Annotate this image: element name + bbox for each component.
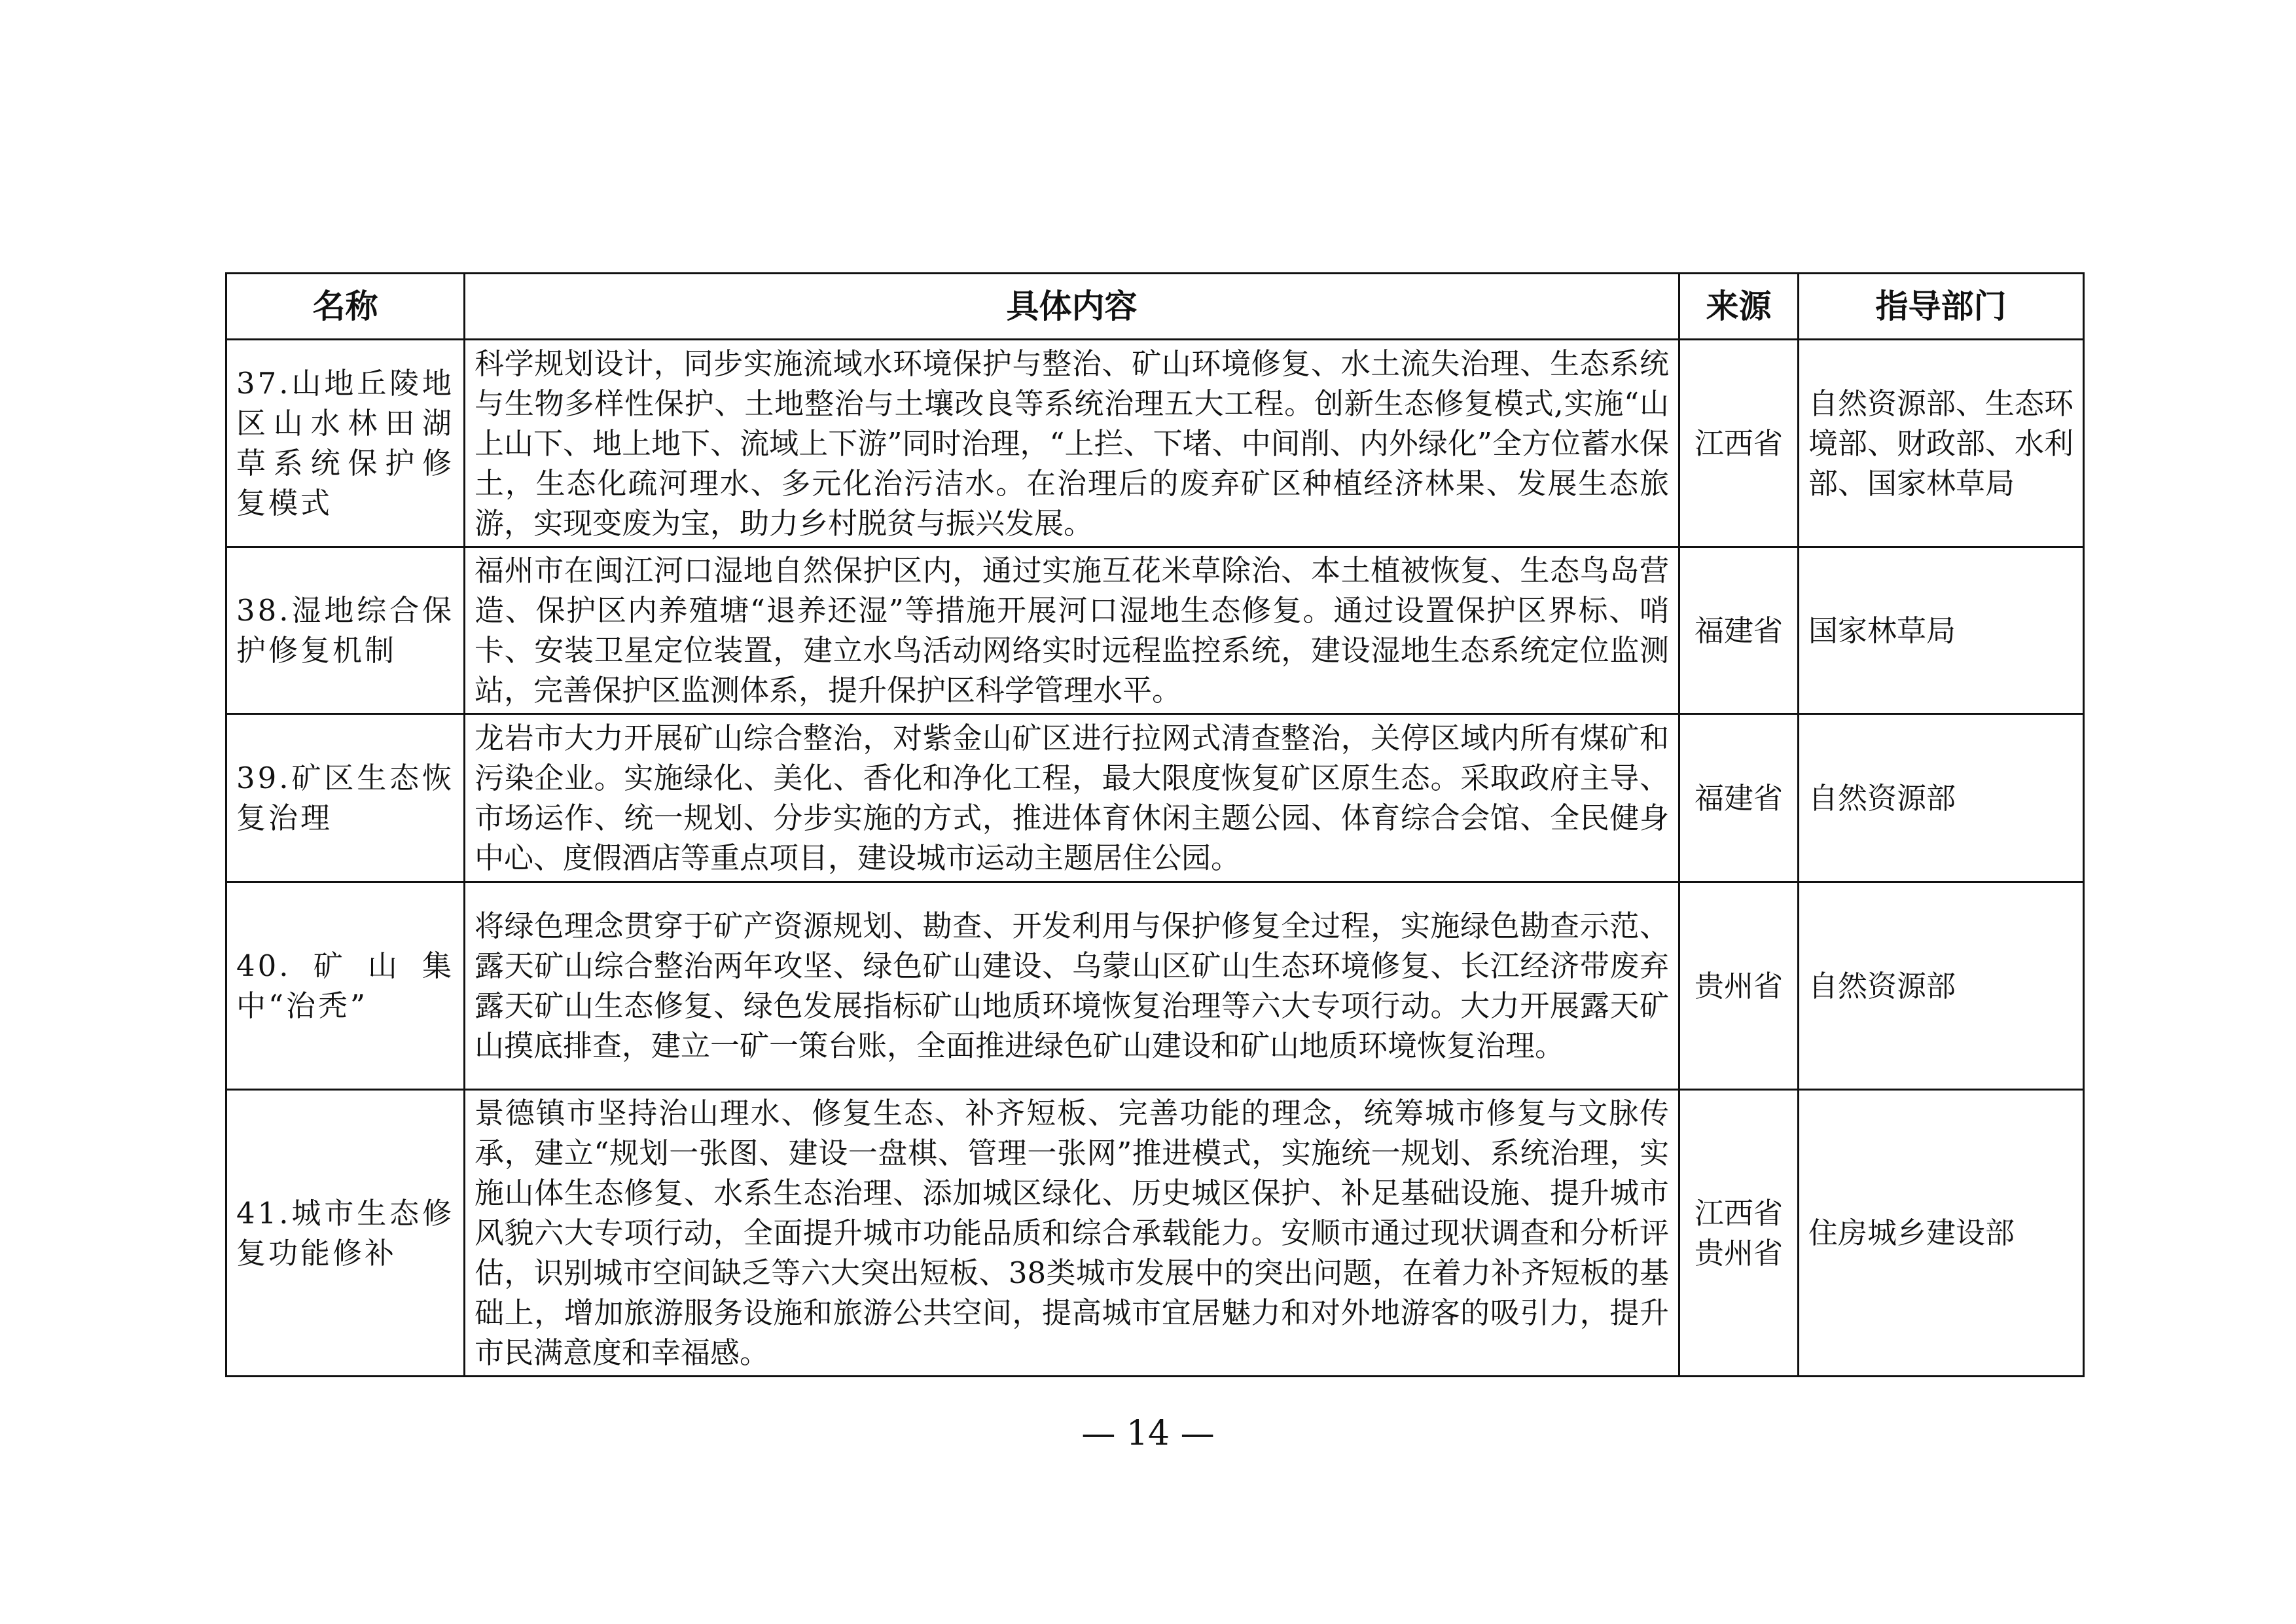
row-source: 江西省 [1679,340,1799,547]
row-dept: 国家林草局 [1799,547,2084,714]
row-content: 龙岩市大力开展矿山综合整治，对紫金山矿区进行拉网式清查整治，关停区域内所有煤矿和污染企业。实施绿化、美化、香化和净化工程，最大限度恢复矿区原生态。采取政府主导、市场运作、统一规划、分步实施的方式，推进体育休闲主题公园、体育综合会馆、全民健身中心、度假酒店等重点项目，建设城市运动主题居住公园。 [465,714,1679,882]
table-row [226,547,2084,714]
header-content: 具体内容 [465,274,1679,340]
row-source: 江西省 贵州省 [1679,1090,1799,1377]
row-name: 40.矿山集中“治秃” [226,882,465,1090]
row-name: 39.矿区生态恢复治理 [226,714,465,882]
row-content: 福州市在闽江河口湿地自然保护区内，通过实施互花米草除治、本土植被恢复、生态鸟岛营造、保护区内养殖塘“退养还湿”等措施开展河口湿地生态修复。通过设置保护区界标、哨卡、安装卫星定位装置，建立水鸟活动网络实时远程监控系统，建设湿地生态系统定位监测站，完善保护区监测体系，提升保护区科学管理水平。 [465,547,1679,714]
header-source: 来源 [1679,274,1799,340]
table-row [226,882,2084,1090]
row-source: 福建省 [1679,714,1799,882]
table-row [226,340,2084,547]
row-dept: 自然资源部 [1799,714,2084,882]
row-content: 将绿色理念贯穿于矿产资源规划、勘查、开发利用与保护修复全过程，实施绿色勘查示范、露天矿山综合整治两年攻坚、绿色矿山建设、乌蒙山区矿山生态环境修复、长江经济带废弃露天矿山生态修复、绿色发展指标矿山地质环境恢复治理等六大专项行动。大力开展露天矿山摸底排查，建立一矿一策台账，全面推进绿色矿山建设和矿山地质环境恢复治理。 [465,882,1679,1090]
row-source: 福建省 [1679,547,1799,714]
row-name: 37.山地丘陵地区山水林田湖草系统保护修复模式 [226,340,465,547]
row-content: 景德镇市坚持治山理水、修复生态、补齐短板、完善功能的理念，统筹城市修复与文脉传承，建立“规划一张图、建设一盘棋、管理一张网”推进模式，实施统一规划、系统治理，实施山体生态修复、水系生态治理、添加城区绿化、历史城区保护、补足基础设施、提升城市风貌六大专项行动，全面提升城市功能品质和综合承载能力。安顺市通过现状调查和分析评估，识别城市空间缺乏等六大突出短板、38类城市发展中的突出问题，在着力补齐短板的基础上，增加旅游服务设施和旅游公共空间，提高城市宜居魅力和对外地游客的吸引力，提升市民满意度和幸福感。 [465,1090,1679,1377]
table-header [226,274,2084,340]
row-content: 科学规划设计，同步实施流域水环境保护与整治、矿山环境修复、水土流失治理、生态系统与生物多样性保护、土地整治与土壤改良等系统治理五大工程。创新生态修复模式,实施“山上山下、地上地下、流域上下游”同时治理，“上拦、下堵、中间削、内外绿化”全方位蓄水保土，生态化疏河理水、多元化治污洁水。在治理后的废弃矿区种植经济林果、发展生态旅游，实现变废为宝，助力乡村脱贫与振兴发展。 [465,340,1679,547]
row-name: 41.城市生态修复功能修补 [226,1090,465,1377]
row-dept: 自然资源部 [1799,882,2084,1090]
table-row [226,1090,2084,1377]
header-name: 名称 [226,274,465,340]
page-number: — 14 — [1081,1414,1215,1453]
table-row [226,714,2084,882]
cases-table [225,272,2085,1377]
row-dept: 自然资源部、生态环境部、财政部、水利部、国家林草局 [1799,340,2084,547]
row-dept: 住房城乡建设部 [1799,1090,2084,1377]
row-name: 38.湿地综合保护修复机制 [226,547,465,714]
row-source: 贵州省 [1679,882,1799,1090]
header-dept: 指导部门 [1799,274,2084,340]
